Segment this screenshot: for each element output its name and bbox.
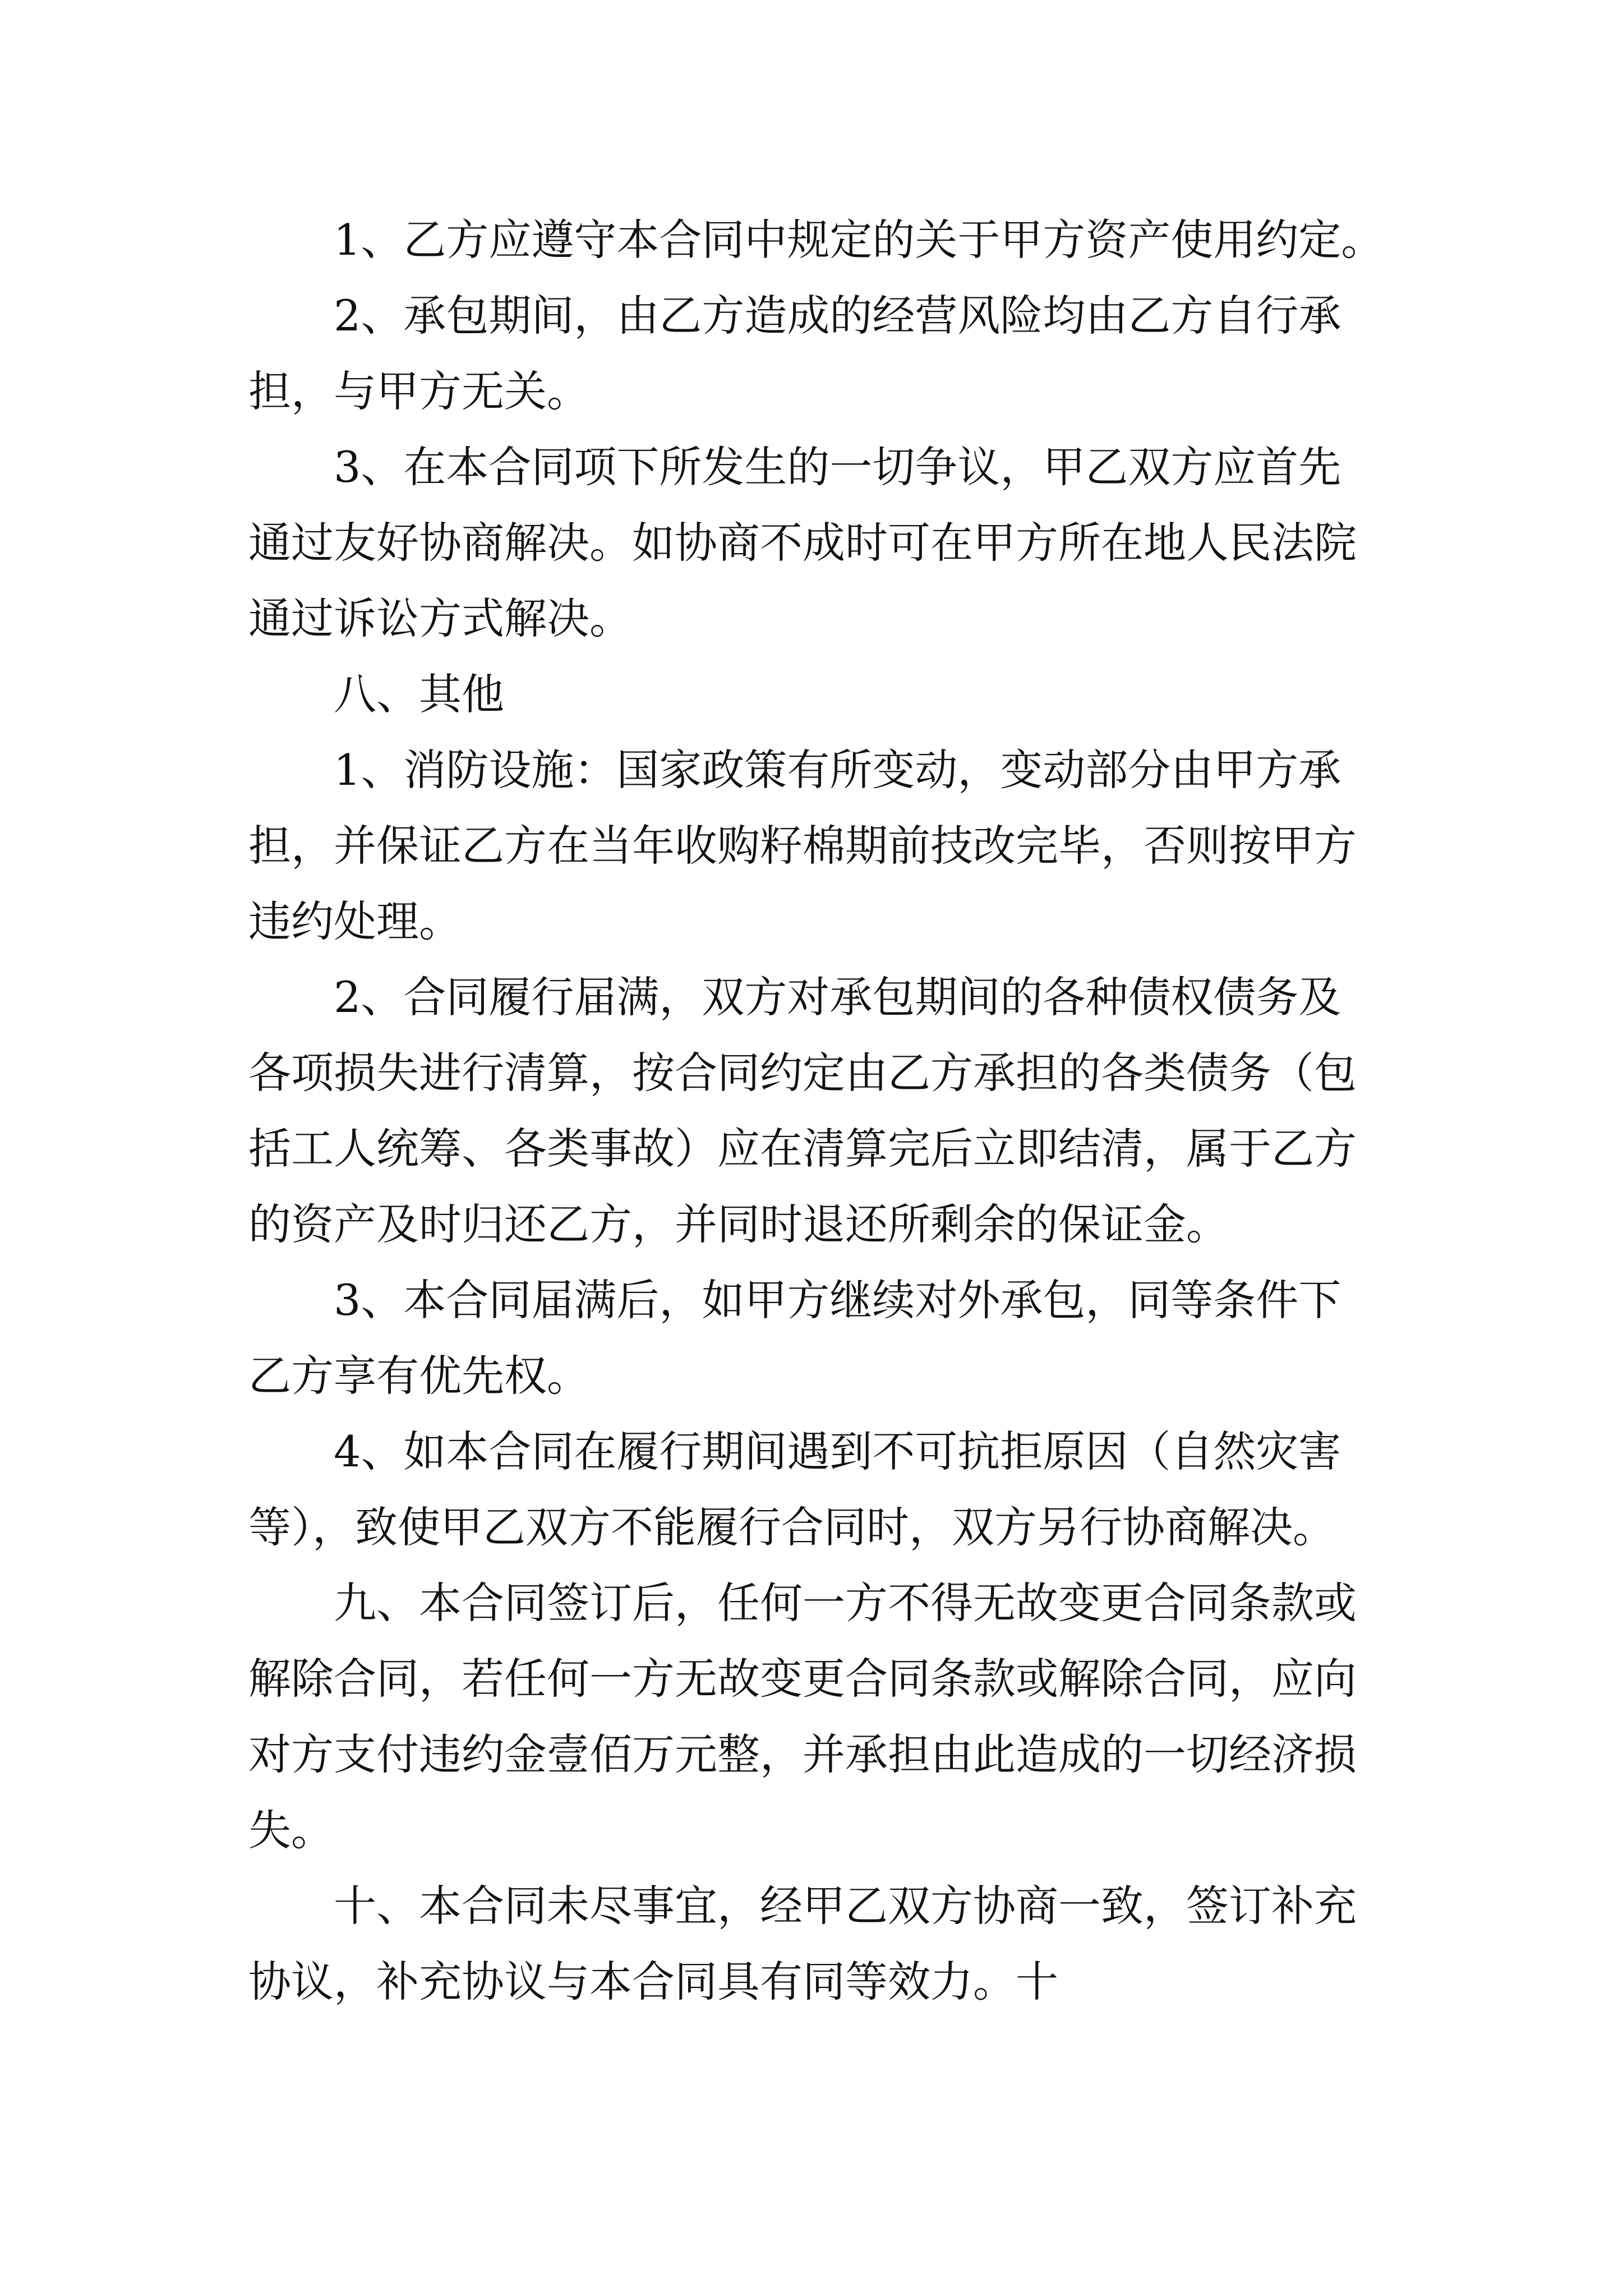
section-9-line-3: 对方支付违约金壹佰万元整，并承担由此造成的一切经济损: [248, 1729, 1357, 1779]
section-10-line-1: 十、本合同未尽事宜，经甲乙双方协商一致，签订补充: [334, 1881, 1357, 1931]
clause-7-1-line-1: 1、乙方应遵守本合同中规定的关于甲方资产使用约定。: [334, 215, 1384, 265]
section-9-line-2: 解除合同，若任何一方无故变更合同条款或解除合同，应向: [248, 1654, 1357, 1704]
clause-8-1-line-3: 违约处理。: [248, 896, 462, 946]
section-8-heading: 八、其他: [334, 669, 504, 719]
clause-8-3-line-2: 乙方享有优先权。: [248, 1351, 589, 1401]
document-body: [248, 202, 1393, 2019]
clause-7-3-line-1: 3、在本合同项下所发生的一切争议，甲乙双方应首先: [334, 442, 1341, 492]
clause-8-2-line-2: 各项损失进行清算，按合同约定由乙方承担的各类债务（包: [248, 1048, 1357, 1098]
clause-8-1-line-1: 1、消防设施：国家政策有所变动，变动部分由甲方承: [334, 745, 1341, 795]
clause-8-4-line-2: 等），致使甲乙双方不能履行合同时，双方另行协商解决。: [248, 1502, 1335, 1552]
clause-8-2-line-3: 括工人统筹、各类事故）应在清算完后立即结清，属于乙方: [248, 1124, 1357, 1174]
clause-8-3-line-1: 3、本合同届满后，如甲方继续对外承包，同等条件下: [334, 1275, 1341, 1325]
clause-8-4-line-1: 4、如本合同在履行期间遇到不可抗拒原因（自然灾害: [334, 1427, 1341, 1476]
section-10-line-2: 协议，补充协议与本合同具有同等效力。十: [248, 1957, 1058, 2007]
clause-8-1-line-2: 担，并保证乙方在当年收购籽棉期前技改完毕，否则按甲方: [248, 821, 1357, 871]
section-9-line-1: 九、本合同签订后，任何一方不得无故变更合同条款或: [334, 1578, 1357, 1628]
clause-8-2-line-1: 2、合同履行届满，双方对承包期间的各种债权债务及: [334, 972, 1341, 1022]
clause-7-3-line-2: 通过友好协商解决。如协商不成时可在甲方所在地人民法院: [248, 518, 1357, 568]
clause-7-2-line-1: 2、承包期间，由乙方造成的经营风险均由乙方自行承: [334, 291, 1341, 341]
section-9-line-4: 失。: [248, 1805, 334, 1855]
clause-7-3-line-3: 通过诉讼方式解决。: [248, 593, 632, 643]
clause-7-2-line-2: 担，与甲方无关。: [248, 366, 589, 416]
clause-8-2-line-4: 的资产及时归还乙方，并同时退还所剩余的保证金。: [248, 1199, 1229, 1249]
